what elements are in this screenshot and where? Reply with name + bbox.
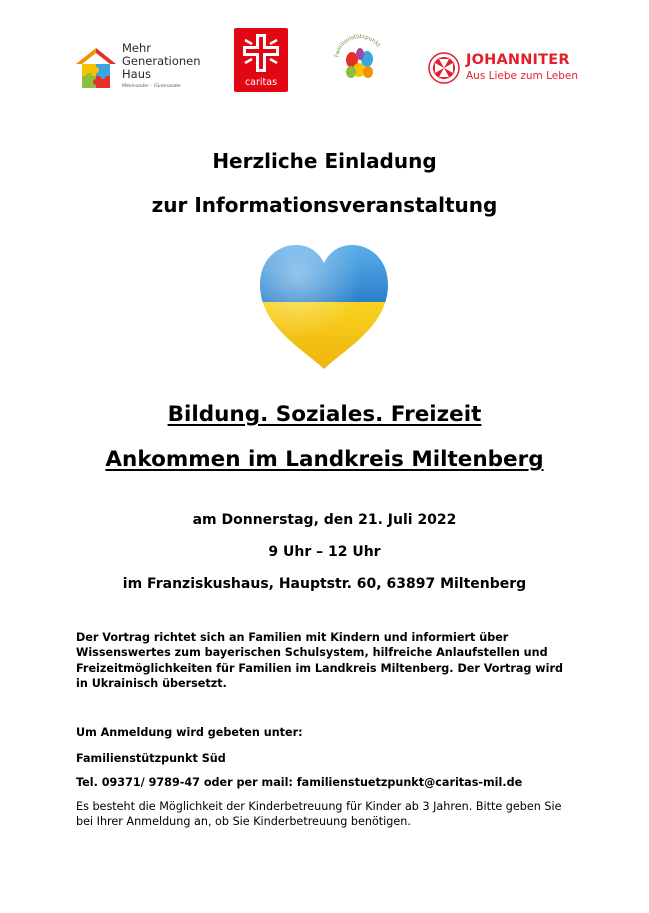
- caritas-cross-icon: [234, 30, 288, 80]
- mgh-line2: Generationen: [122, 54, 201, 68]
- mehrgenerationenhaus-logo: [74, 42, 214, 94]
- event-location: im Franziskushaus, Hauptstr. 60, 63897 Miltenberg: [122, 576, 527, 592]
- hands-circle-icon: [330, 30, 390, 90]
- invitation-subheading: zur Informationsveranstaltung: [151, 193, 498, 217]
- johanniter-name: JOHANNITER: [466, 52, 570, 68]
- contact-info: Tel. 09371/ 9789-47 oder per mail: familienstuetzpunkt@caritas-mil.de: [76, 776, 523, 789]
- childcare-note: Es besteht die Möglichkeit der Kinderbetreuung für Kinder ab 3 Jahren. Bitte geben Sie bei Ihrer Anmeldung an, ob Sie Kinderbetreuung benötigen.: [76, 800, 562, 829]
- event-date: am Donnerstag, den 21. Juli 2022: [192, 512, 457, 528]
- event-description: Der Vortrag richtet sich an Familien mit Kindern und informiert über Wissenswertes zum bayerischen Schulsystem, hilfreiche Anlaufstellen und Freizeitmöglichkeiten für Familien im Landkreis Miltenberg. Der Vortrag wird in Ukrainisch übersetzt.: [76, 631, 563, 690]
- registration-intro: Um Anmeldung wird gebeten unter:: [76, 726, 303, 739]
- caritas-logo: [234, 28, 288, 92]
- mgh-line1: Mehr: [122, 41, 152, 55]
- fsp-arc-text: Familienstützpunkt: [334, 33, 382, 58]
- topic-title: Bildung. Soziales. Freizeit: [167, 402, 482, 427]
- logo-bar: [0, 26, 649, 98]
- ukraine-heart-icon: [256, 243, 392, 371]
- johanniter-logo: [428, 52, 578, 92]
- caritas-wordmark: caritas: [244, 77, 278, 88]
- mgh-name: [122, 42, 201, 81]
- event-time: 9 Uhr – 12 Uhr: [268, 544, 381, 560]
- johanniter-cross-icon: [428, 52, 460, 84]
- invitation-heading: Herzliche Einladung: [212, 149, 437, 173]
- mgh-line3: Haus: [122, 67, 151, 81]
- topic-subtitle: Ankommen im Landkreis Miltenberg: [105, 447, 544, 472]
- johanniter-slogan: Aus Liebe zum Leben: [466, 70, 578, 82]
- house-puzzle-icon: [74, 46, 118, 90]
- contact-name: Familienstützpunkt Süd: [76, 752, 226, 765]
- familienstuetzpunkt-logo: [330, 30, 390, 90]
- mgh-tagline: Miteinander – Füreinander: [122, 84, 182, 89]
